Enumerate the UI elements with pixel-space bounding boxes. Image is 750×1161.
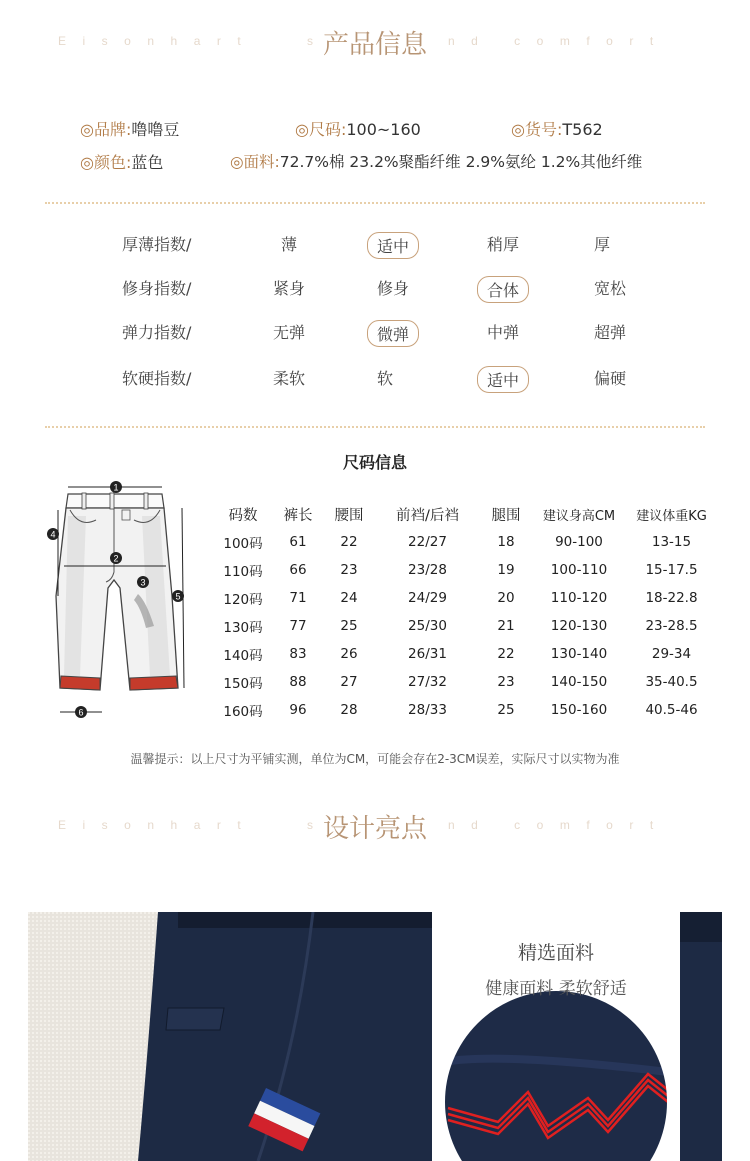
table-cell: 88 (289, 674, 307, 690)
index-option: 柔软 (272, 369, 306, 388)
watermark-left: Eisonhart (58, 34, 258, 48)
size-tip: 温馨提示：以上尺寸为平铺实测，单位为CM，可能会存在2-3CM误差，实际尺寸以实物为准 (130, 752, 620, 766)
feature-subtitle: 健康面料 柔软舒适 (485, 979, 627, 999)
watermark-mid: s (307, 34, 313, 48)
table-cell: 130码 (223, 620, 263, 636)
table-cell: 100码 (223, 536, 263, 552)
watermark-right: nd comfort (448, 818, 670, 832)
index-row (0, 232, 750, 256)
table-cell: 27 (340, 674, 358, 690)
size-table (214, 500, 716, 724)
section-title (0, 808, 750, 845)
table-cell: 25 (340, 618, 358, 634)
table-row (214, 556, 716, 584)
watermark-left: Eisonhart (58, 818, 258, 832)
table-row (214, 528, 716, 556)
table-cell: 35-40.5 (645, 674, 698, 690)
index-option: 修身 (376, 279, 410, 298)
table-cell: 27/32 (408, 674, 447, 690)
table-cell: 110码 (223, 564, 263, 580)
brand-attribute (80, 117, 179, 140)
pants-fabric-right (680, 912, 722, 1161)
svg-text:2: 2 (113, 553, 119, 564)
svg-text:3: 3 (140, 577, 146, 588)
divider (45, 426, 705, 428)
column-header: 前裆/后裆 (396, 507, 459, 524)
size-label: ◎尺码: (295, 120, 347, 139)
table-row (214, 696, 716, 724)
marker-2 (110, 552, 122, 564)
table-cell: 150码 (223, 676, 263, 692)
table-cell: 21 (497, 618, 515, 634)
column-header: 腿围 (491, 507, 521, 524)
table-cell: 15-17.5 (645, 562, 698, 578)
marker-5 (172, 590, 184, 602)
fabric-attribute (230, 150, 642, 172)
table-cell: 25/30 (408, 618, 447, 634)
index-row (0, 366, 750, 390)
color-label: ◎颜色: (80, 153, 132, 172)
index-option: 超弹 (593, 323, 627, 342)
table-cell: 71 (289, 590, 307, 606)
column-header: 码数 (228, 507, 258, 524)
svg-text:5: 5 (175, 591, 181, 602)
table-cell: 29-34 (651, 646, 692, 662)
table-row (214, 640, 716, 668)
section-title (0, 24, 750, 61)
marker-6 (75, 706, 87, 718)
svg-text:1: 1 (113, 482, 119, 493)
fabric-label: ◎面料: (230, 153, 280, 171)
index-option: 稍厚 (486, 235, 520, 254)
table-cell: 130-140 (550, 646, 608, 662)
table-cell: 25 (497, 702, 515, 718)
table-cell: 100-110 (550, 562, 608, 578)
table-cell: 13-15 (651, 534, 692, 550)
index-option: 宽松 (593, 279, 627, 298)
table-cell: 23 (497, 674, 515, 690)
cuff-right (130, 676, 178, 690)
table-cell: 83 (289, 646, 307, 662)
table-cell: 110-120 (550, 590, 608, 606)
index-option: 中弹 (486, 323, 520, 342)
index-option: 适中 (367, 232, 419, 259)
table-row (214, 668, 716, 696)
index-option: 厚 (593, 235, 611, 254)
cuff-left (60, 676, 100, 690)
table-cell: 26 (340, 646, 358, 662)
table-cell: 61 (289, 534, 307, 550)
table-cell: 23-28.5 (645, 618, 698, 634)
belt-loop (144, 493, 148, 509)
table-cell: 28 (340, 702, 358, 718)
section-title-text: 设计亮点 (319, 814, 431, 844)
section-header-design-highlights (0, 808, 750, 848)
size-info-title: 尺码信息 (342, 453, 407, 472)
pants-waistband (66, 494, 164, 508)
table-cell: 28/33 (408, 702, 447, 718)
marker-4 (47, 528, 59, 540)
belt-loop (110, 493, 114, 509)
column-header: 腰围 (334, 507, 364, 524)
sku-value: T562 (562, 120, 603, 139)
product-photo (28, 912, 722, 1161)
table-cell: 96 (289, 702, 307, 718)
table-row (214, 584, 716, 612)
column-header: 裤长 (283, 507, 313, 524)
table-cell: 77 (289, 618, 307, 634)
pants-diagram (46, 476, 192, 722)
size-value: 100~160 (346, 120, 421, 139)
index-option: 紧身 (272, 279, 306, 298)
svg-text:4: 4 (50, 529, 56, 540)
table-cell: 120码 (223, 592, 263, 608)
index-row (0, 320, 750, 344)
index-option: 薄 (280, 235, 298, 254)
index-option: 适中 (477, 366, 529, 393)
table-cell: 66 (289, 562, 307, 578)
section-title-text: 产品信息 (319, 30, 431, 60)
brand-value: 噜噜豆 (131, 120, 180, 139)
sku-attribute (511, 117, 603, 140)
table-cell: 23/28 (408, 562, 447, 578)
table-cell: 160码 (223, 704, 263, 720)
table-cell: 90-100 (555, 534, 603, 550)
table-cell: 22/27 (408, 534, 447, 550)
svg-text:6: 6 (78, 707, 84, 718)
marker-1 (110, 481, 122, 493)
waistband-right (680, 912, 722, 942)
sku-label: ◎货号: (511, 120, 563, 139)
column-header: 建议身高CM (542, 508, 616, 524)
pants-pocket (166, 1008, 224, 1030)
size-attribute (295, 117, 421, 140)
fabric-value: 72.7%棉 23.2%聚酯纤维 2.9%氨纶 1.2%其他纤维 (279, 153, 643, 171)
index-label: 厚薄指数/ (122, 235, 192, 254)
table-cell: 18 (497, 534, 515, 550)
index-option: 软 (376, 369, 394, 388)
feature-title: 精选面料 (517, 942, 594, 964)
column-header: 建议体重KG (636, 508, 707, 524)
section-header-product-info (0, 24, 750, 64)
table-row (214, 612, 716, 640)
table-cell: 20 (497, 590, 515, 606)
table-cell: 140-150 (550, 674, 608, 690)
table-cell: 120-130 (550, 618, 608, 634)
index-option: 合体 (477, 276, 529, 303)
brand-label: ◎品牌: (80, 120, 132, 139)
table-cell: 19 (497, 562, 515, 578)
color-attribute (80, 150, 163, 173)
table-cell: 22 (497, 646, 515, 662)
table-cell: 23 (340, 562, 358, 578)
table-cell: 140码 (223, 648, 263, 664)
index-row (0, 276, 750, 300)
table-cell: 18-22.8 (645, 590, 698, 606)
color-value: 蓝色 (131, 153, 164, 172)
table-cell: 150-160 (550, 702, 608, 718)
table-cell: 24 (340, 590, 358, 606)
belt-loop (82, 493, 86, 509)
table-cell: 22 (340, 534, 358, 550)
index-option: 偏硬 (593, 369, 627, 388)
table-cell: 24/29 (408, 590, 447, 606)
waistband-shadow (178, 912, 432, 928)
index-label: 弹力指数/ (122, 323, 192, 342)
index-option: 微弹 (367, 320, 419, 347)
table-header-row (214, 500, 716, 528)
watermark-right: nd comfort (448, 34, 670, 48)
table-cell: 40.5-46 (645, 702, 698, 718)
marker-3 (137, 576, 149, 588)
index-label: 修身指数/ (122, 279, 192, 298)
divider (45, 202, 705, 204)
watermark-mid: s (307, 818, 313, 832)
table-cell: 26/31 (408, 646, 447, 662)
index-option: 无弹 (272, 323, 306, 342)
index-label: 软硬指数/ (122, 369, 192, 388)
